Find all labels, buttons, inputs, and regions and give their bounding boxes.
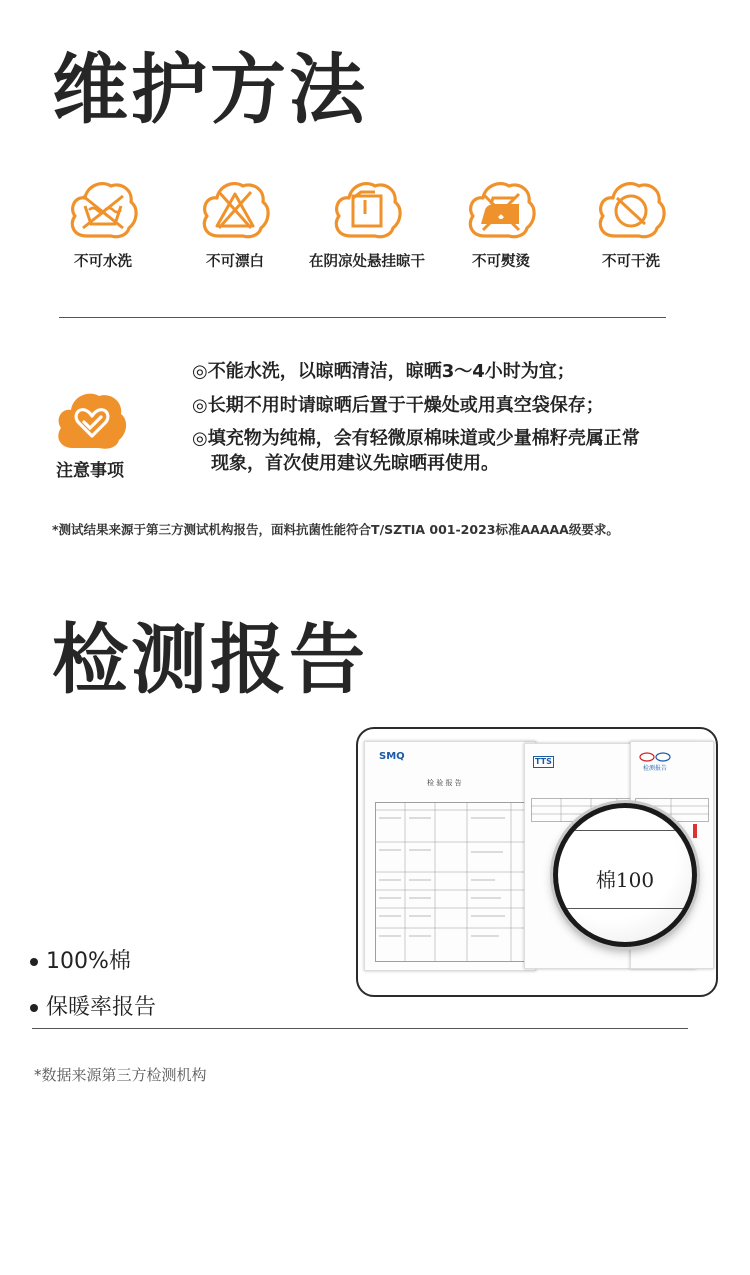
report-seal-mark bbox=[693, 824, 697, 838]
care-label: 不可熨烫 bbox=[472, 254, 530, 270]
magnifier-lens bbox=[553, 803, 697, 947]
section-divider bbox=[32, 1028, 688, 1029]
report-org-logo: TTS bbox=[535, 757, 552, 766]
note-item bbox=[192, 426, 692, 476]
feature-text: 100%棉 bbox=[46, 949, 131, 974]
care-label: 不可漂白 bbox=[206, 254, 264, 270]
care-label: 不可水洗 bbox=[74, 254, 132, 270]
care-item-no-dry-clean bbox=[564, 178, 698, 271]
test-footnote: *测试结果来源于第三方测试机构报告，面料抗菌性能符合T/SZTIA 001-2023标准AAAAA级要求。 bbox=[52, 522, 619, 537]
note-item bbox=[192, 393, 692, 418]
notes-badge bbox=[55, 388, 129, 454]
report-section-title: 检测报告 bbox=[52, 615, 368, 704]
no-iron-icon bbox=[465, 178, 537, 242]
care-section-title: 维护方法 bbox=[52, 45, 368, 134]
feature-item bbox=[30, 990, 156, 1021]
notes-label: 注意事项 bbox=[56, 461, 124, 481]
test-report-document bbox=[364, 741, 536, 971]
care-item-no-bleach bbox=[168, 178, 302, 271]
care-item-no-iron bbox=[434, 178, 568, 271]
note-text: 填充物为纯棉，会有轻微原棉味道或少量棉籽壳属正常 bbox=[207, 428, 640, 449]
no-bleach-icon bbox=[199, 178, 271, 242]
care-label: 在阴凉处悬挂晾干 bbox=[309, 254, 425, 270]
report-table-lines bbox=[375, 802, 527, 962]
feature-text: 保暖率报告 bbox=[46, 995, 157, 1020]
report-doc-heading: 检 验 报 告 bbox=[427, 779, 462, 787]
bullet-dot bbox=[30, 958, 38, 966]
heart-check-icon bbox=[55, 388, 129, 450]
magnified-table-line bbox=[558, 830, 692, 831]
note-marker: ◎ bbox=[192, 395, 208, 416]
report-doc-heading: 检测报告 bbox=[643, 765, 668, 772]
note-marker: ◎ bbox=[192, 428, 208, 449]
note-text: 长期不用时请晾晒后置于干燥处或用真空袋保存； bbox=[207, 395, 604, 416]
no-hand-wash-icon bbox=[67, 178, 139, 242]
note-item bbox=[192, 359, 692, 384]
magnified-text: 棉100 bbox=[595, 868, 655, 892]
note-text: 不能水洗，以晾晒清洁，晾晒3～4小时为宜； bbox=[207, 361, 575, 382]
care-item-no-hand-wash bbox=[36, 178, 170, 271]
feature-item bbox=[30, 944, 131, 975]
no-dry-clean-icon bbox=[595, 178, 667, 242]
care-item-hang-dry bbox=[300, 178, 434, 271]
note-marker: ◎ bbox=[192, 361, 208, 382]
data-source-footnote: *数据来源第三方检测机构 bbox=[34, 1066, 207, 1084]
report-image-frame bbox=[356, 727, 718, 997]
bullet-dot bbox=[30, 1004, 38, 1012]
note-text-continued: 现象，首次使用建议先晾晒再使用。 bbox=[211, 453, 499, 475]
magnified-table-line bbox=[558, 908, 692, 909]
report-org-logo: SMQ bbox=[379, 751, 405, 762]
section-divider bbox=[59, 317, 666, 318]
care-label: 不可干洗 bbox=[602, 254, 660, 270]
report-logo-icon bbox=[639, 752, 679, 762]
hang-dry-in-shade-icon bbox=[331, 178, 403, 242]
